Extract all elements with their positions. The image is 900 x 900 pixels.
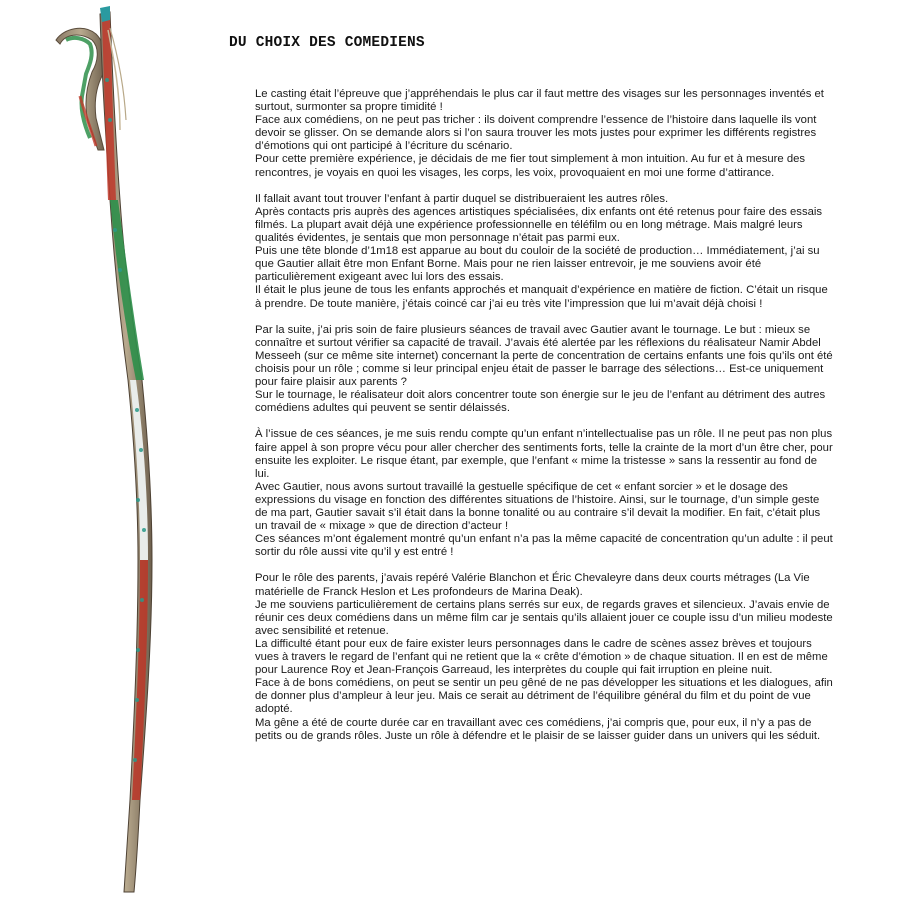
page-title: DU CHOIX DES COMEDIENS xyxy=(229,35,425,51)
paragraph-casting-intro: Le casting était l’épreuve que j’appréhendais le plus car il faut mettre des visages sur les personnages inventés et surtout, surmonter sa propre timidité ! Face aux comédiens, on ne peut pas tricher : ils doivent comprendre l’essence de l’histoire dans laquelle ils vont devoir se glisser. On se demande alors si l’on saura trouver les mots justes pour exprimer les différents registres d’émotions qui ont participé à l’écriture du scénario. Pour cette première expérience, je décidais de me fier tout simplement à mon intuition. Au fur et à mesure des rencontres, je voyais en quoi les visages, les corps, les voix, provoquaient en moi une forme d’attirance. xyxy=(255,88,824,179)
paragraph-work-sessions: Par la suite, j’ai pris soin de faire plusieurs séances de travail avec Gautier avant le tournage. Le but : mieux se connaître et surtout vérifier sa capacité de travail. J’avais été alertée par les réflexions du réalisateur Namir Abdel Messeeh (sur ce même site internet) concernant la perte de concentration de certains enfants une fois qu’ils ont été choisis pour un rôle ; comme si leur principal enjeu était de passer le barrage des sélections… Est-ce uniquement pour faire plaisir aux parents ? Sur le tournage, le réalisateur doit alors concentrer toute son énergie sur le jeu de l’enfant au détriment des autres comédiens adultes qui peuvent se sentir délaissés. xyxy=(255,323,833,415)
paragraph-child-acting: À l’issue de ces séances, je me suis rendu compte qu’un enfant n’intellectualise pas un rôle. Il ne peut pas non plus faire appel à son propre vécu pour aller chercher des sentiments forts, telle la crainte de la mort d’un être cher, pour ensuite les exploiter. Le risque étant, par exemple, que l’enfant « mime la tristesse » sans la ressentir au fond de lui. Avec Gautier, nous avons surtout travaillé la gestuelle spécifique de cet « enfant sorcier » et le dosage des expressions du visage en fonction des différentes situations de l’histoire. Ainsi, sur le tournage, d’un simple geste de ma part, Gautier savait s’il était dans la bonne tonalité ou au contraire s’il devait la modifier. En fait, c’était plus un travail de « mixage » que de direction d’acteur ! Ces séances m’ont également montré qu’un enfant n’a pas la même capacité de concentration qu’un adulte : il peut sortir du rôle aussi vite qu’il y est entré ! xyxy=(255,428,833,559)
article-body xyxy=(255,88,833,743)
painted-staff-image xyxy=(40,0,190,900)
paragraph-parents-roles: Pour le rôle des parents, j’avais repéré Valérie Blanchon et Éric Chevaleyre dans deux courts métrages (La Vie matérielle de Franck Heslon et Les profondeurs de Marina Deak). Je me souviens particulièrement de certains plans serrés sur eux, de regards graves et silencieux. J’avais envie de réunir ces deux comédiens dans un même film car je sentais qu’ils allaient jouer ce couple issu d’un milieu modeste avec sensibilité et retenue. La difficulté étant pour eux de faire exister leurs personnages dans le cadre de scènes assez brèves et toujours vues à travers le regard de l’enfant qui ne retient que la « crête d’émotion » de chaque situation. Il en est de même pour Laurence Roy et Jean-François Garreaud, les interprètes du couple qui fait irruption en pleine nuit. Face à de bons comédiens, on peut se sentir un peu gêné de ne pas développer les situations et les dialogues, afin de donner plus d’ampleur à leur jeu. Mais ce serait au détriment de l’équilibre général du film et du point de vue adopté. Ma gêne a été de courte durée car en travaillant avec ces comédiens, j’ai compris que, pour eux, il n’y a pas de petits ou de grands rôles. Juste un rôle à défendre et le plaisir de se laisser guider dans un univers qui les séduit. xyxy=(255,572,833,742)
paragraph-child-choice: Il fallait avant tout trouver l’enfant à partir duquel se distribueraient les autres rôles. Après contacts pris auprès des agences artistiques spécialisées, dix enfants ont été retenus pour faire des essais filmés. La plupart avait déjà une expérience professionnelle en téléfilm ou en long métrage. Mais malgré leurs qualités évidentes, je sentais que mon personnage n’était pas parmi eux. Puis une tête blonde d’1m18 est apparue au bout du couloir de la société de production… Immédiatement, j’ai su que Gautier allait être mon Enfant Borne. Mais pour ne rien laisser entrevoir, je me souviens avoir été particulièrement exigeant avec lui lors des essais. Il était le plus jeune de tous les enfants approchés et manquait d’expérience en matière de fiction. C’était un risque à prendre. De toute manière, j’étais coincé car j’ai eu très vite l’impression que lui m’avait déjà choisi ! xyxy=(255,192,828,310)
